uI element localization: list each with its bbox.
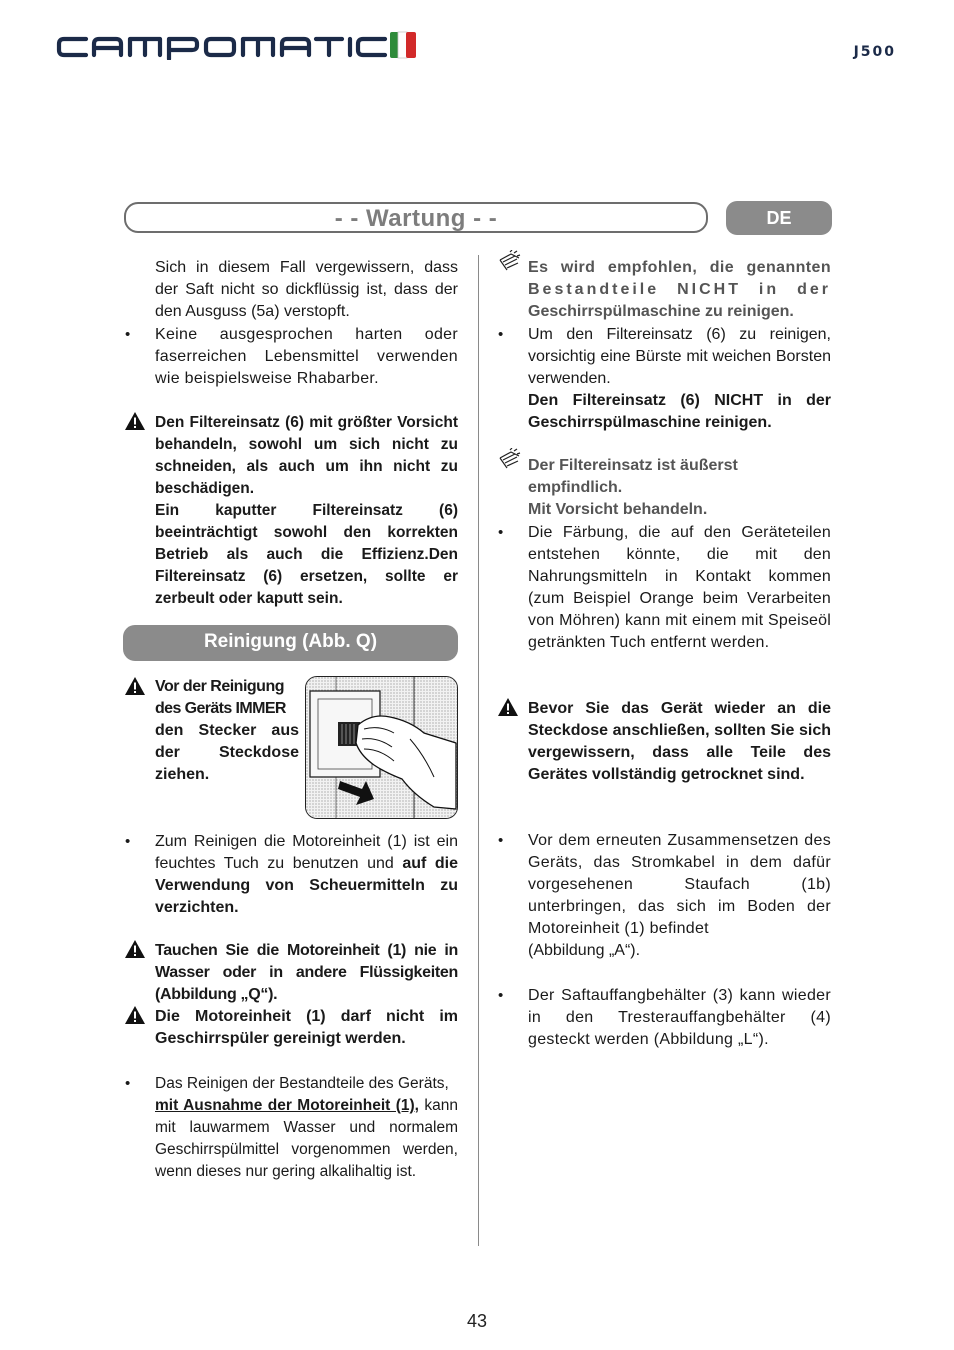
bullet-marker: • [125, 833, 131, 850]
brand-logo-icon [56, 30, 418, 60]
warning-icon [124, 411, 146, 431]
left-bullet-1-text: Keine ausgesprochen harten oder faserreichen Lebensmittel verwenden wie beispielsweise Rhabarber. [155, 326, 458, 387]
left-warning-2-line2: des Geräts IMMER [155, 700, 286, 717]
right-bullet-4 [498, 985, 831, 1051]
right-bullet-3-text: Vor dem erneuten Zusammensetzen des Geräts, das Stromkabel in dem dafür vorgesehenen Staufach (1b) unterbringen, das sich im Boden der Motoreinheit (1) befindet [528, 832, 831, 937]
left-bullet-2 [125, 831, 458, 919]
warning-icon [124, 1005, 146, 1025]
figure-q-unplug-illustration [305, 676, 458, 819]
warning-icon [124, 676, 146, 696]
unplug-hand-icon [306, 677, 457, 818]
bullet-marker: • [498, 524, 504, 541]
left-bullet-3-underlined: mit Ausnahme der Motoreinheit (1), [155, 1097, 419, 1114]
right-note-1-line1: Es wird empfohlen, die genannten [528, 259, 831, 276]
warning-icon [497, 697, 519, 717]
bullet-marker: • [498, 987, 504, 1004]
left-warning-1b: Ein kaputter Filtereinsatz (6) beeinträchtigt sowohl den korrekten Betrieb als auch die Effizienz.Den Filtereinsatz (6) ersetzen, sollte er zerbeult oder kaputt sein. [155, 502, 458, 607]
right-bullet-2 [498, 522, 831, 654]
right-note-2-line2: Mit Vorsicht behandeln. [528, 501, 708, 518]
language-badge: DE [726, 201, 832, 235]
right-bullet-1-bold: Den Filtereinsatz (6) NICHT in der Geschirrspülmaschine reinigen. [528, 392, 831, 431]
left-bullet-3-rest: kann mit lauwarmem Wasser und normalem Geschirrspülmittel vorgenommen werden, wenn dieses nur gering alkalihaltig ist. [155, 1097, 458, 1180]
left-warning-2-line4: der Steckdose [155, 744, 299, 761]
left-warning-3: Tauchen Sie die Motoreinheit (1) nie in Wasser oder in andere Flüssigkeiten (Abbildung „Q“). [155, 942, 458, 1003]
bullet-marker: • [125, 1075, 131, 1092]
right-bullet-2-text: Die Färbung, die auf den Geräteteilen entstehen könnte, die mit den Nahrungsmitteln in Kontakt kommen (zum Beispiel Orange beim Verarbeiten von Möhren) kann mit einem mit Speiseöl getränkten Tuch entfernt werden. [528, 524, 831, 651]
column-divider [478, 255, 479, 1246]
bullet-marker: • [498, 326, 504, 343]
right-bullet-3 [498, 830, 831, 962]
right-note-2 [528, 455, 831, 521]
right-warning-1: Bevor Sie das Gerät wieder an die Steckdose anschließen, sollten Sie sich vergewissern, dass alle Teile des Gerätes vollständig getrocknet sind. [528, 700, 831, 783]
right-note-2-line1: Der Filtereinsatz ist äußerst empfindlich. [528, 457, 738, 496]
right-bullet-1-text: Um den Filtereinsatz (6) zu reinigen, vorsichtig eine Bürste mit weichen Borsten verwenden. [528, 326, 831, 387]
bullet-marker: • [498, 832, 504, 849]
left-warning-1a: Den Filtereinsatz (6) mit größter Vorsicht behandeln, sowohl um sich nicht zu schneiden, als auch um ihn nicht zu beschädigen. [155, 414, 458, 497]
left-bullet-2-bold-inline: auf [402, 855, 427, 872]
left-bullet-2-text: Zum Reinigen die Motoreinheit (1) ist ein feuchtes Tuch zu benutzen und [155, 833, 458, 872]
left-bullet-3-line1: Das Reinigen der Bestandteile des Geräts, [155, 1075, 449, 1092]
left-paragraph-1: Sich in diesem Fall vergewissern, dass der Saft nicht so dickflüssig ist, dass der den Ausguss (5a) verstopft. [155, 259, 458, 320]
right-bullet-4-text: Der Saftauffangbehälter (3) kann wieder in den Tresterauffangbehälter (4) gesteckt werden (Abbildung „L“). [528, 987, 831, 1048]
note-hand-icon [497, 448, 521, 472]
left-warning-1 [155, 412, 458, 610]
right-note-1-line3: Geschirrspülmaschine zu reinigen. [528, 303, 794, 320]
right-bullet-1 [498, 324, 831, 434]
left-warning-2-line5: ziehen. [155, 766, 210, 783]
warning-icon [124, 939, 146, 959]
left-bullet-3 [125, 1073, 458, 1183]
left-warning-4: Die Motoreinheit (1) darf nicht im Geschirrspüler gereinigt werden. [155, 1008, 458, 1047]
left-warning-2-line1: Vor der Reinigung [155, 678, 284, 695]
left-warning-2-line3: den Stecker aus [155, 722, 299, 739]
section-title: - - Wartung - - [124, 202, 708, 233]
left-bullet-1 [125, 324, 458, 390]
right-bullet-3-tail: (Abbildung „A“). [528, 942, 641, 959]
right-note-1-line2: Bestandteile NICHT in der [528, 281, 831, 298]
campomatic-logo [56, 30, 418, 60]
right-note-1 [528, 257, 831, 323]
subsection-title: Reinigung (Abb. Q) [123, 625, 458, 661]
left-bullet-2-bold: die Verwendung von Scheuermitteln zu verzichten. [155, 855, 458, 916]
model-label: J500 [853, 44, 896, 60]
bullet-marker: • [125, 326, 131, 343]
left-warning-2 [155, 676, 299, 786]
note-hand-icon [497, 250, 521, 274]
page-number: 43 [466, 1311, 488, 1331]
